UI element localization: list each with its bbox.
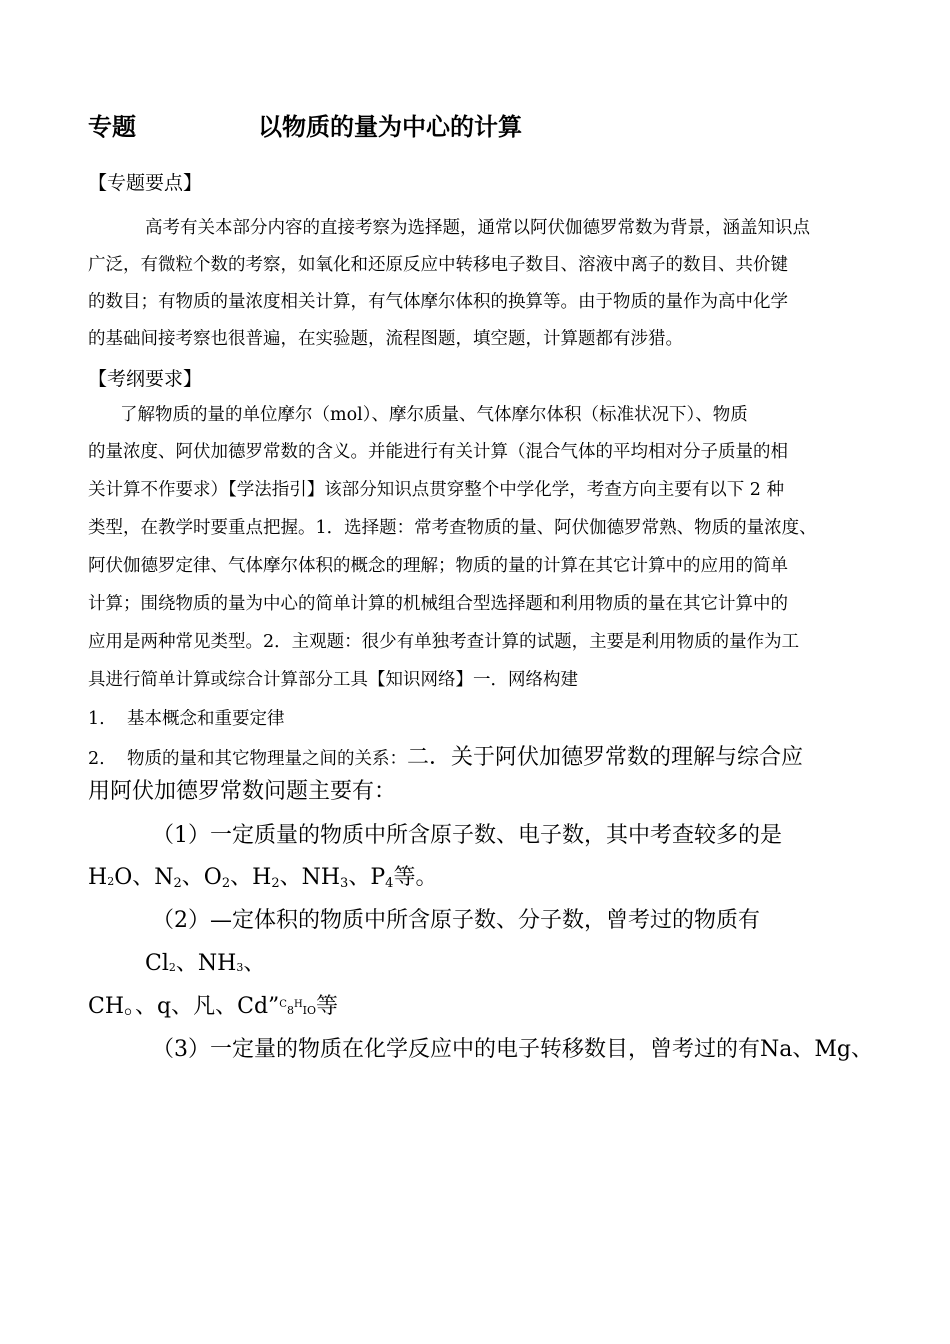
- formula-line: [88, 989, 338, 1020]
- point-3: （3）一定量的物质在化学反应中的电子转移数目，曾考过的有Na、Mg、: [152, 1037, 873, 1062]
- formula-text: H: [252, 865, 272, 890]
- formula-text: P: [370, 865, 386, 890]
- paragraph-line: 类型，在教学时要重点把握。1．选择题：常考查物质的量、阿伏伽德罗常熟、物质的量浓度、: [88, 518, 817, 538]
- formula-line: [145, 946, 265, 977]
- formula-text: 等: [316, 994, 339, 1019]
- formula-text: 。、q、凡、Cd”: [124, 994, 280, 1019]
- formula-text: 、: [181, 865, 204, 890]
- formula-text: 、NH: [175, 951, 237, 976]
- formula-text: 、: [348, 865, 371, 890]
- paragraph-line: 计算；围绕物质的量为中心的简单计算的机械组合型选择题和利用物质的量在其它计算中的: [88, 594, 788, 614]
- formula-text: 、: [230, 865, 253, 890]
- formula-text: O: [203, 865, 222, 890]
- section-heading-syllabus: 【考纲要求】: [88, 368, 203, 390]
- paragraph-line: 应用是两种常见类型。2．主观题：很少有单独考查计算的试题，主要是利用物质的量作为工: [88, 632, 800, 652]
- paragraph-line: 的数目；有物质的量浓度相关计算，有气体摩尔体积的换算等。由于物质的量作为高中化学: [88, 292, 788, 312]
- list-item-text: 2. 物质的量和其它物理量之间的关系：: [88, 749, 407, 769]
- formula-text: NH: [301, 865, 341, 890]
- list-item: 1. 基本概念和重要定律: [88, 709, 285, 729]
- list-item: [88, 740, 803, 771]
- title-prefix: 专题: [88, 113, 136, 141]
- paragraph-line: 广泛，有微粒个数的考察，如氧化和还原反应中转移电子数目、溶液中离子的数目、共价键: [88, 255, 788, 275]
- section-heading-key-points: 【专题要点】: [88, 172, 203, 194]
- formula-text: CH: [88, 994, 125, 1019]
- formula-sub: 2: [107, 875, 115, 888]
- formula-line: [88, 860, 437, 891]
- paragraph-line: 具进行简单计算或综合计算部分工具【知识网络】一．网络构建: [88, 670, 578, 690]
- paragraph-line: 的基础间接考察也很普遍，在实验题，流程图题，填空题，计算题都有涉猎。: [88, 329, 683, 349]
- page-title: 以物质的量为中心的计算: [258, 113, 522, 141]
- formula-text: Cl: [145, 951, 169, 976]
- formula-sub: 2: [221, 876, 231, 891]
- formula-text: O、: [114, 865, 155, 890]
- formula-sup: H: [293, 999, 303, 1010]
- formula-sub: 2: [168, 961, 176, 974]
- paragraph-line: 用阿伏加德罗常数问题主要有：: [88, 779, 397, 804]
- formula-text: 、: [243, 951, 266, 976]
- point-2: （2）—定体积的物质中所含原子数、分子数，曾考过的物质有: [152, 908, 760, 933]
- paragraph-line: 的量浓度、阿伏加德罗常数的含义。并能进行有关计算（混合气体的平均相对分子质量的相: [88, 442, 788, 462]
- paragraph-line: 高考有关本部分内容的直接考察为选择题，通常以阿伏伽德罗常数为背景，涵盖知识点: [145, 218, 810, 238]
- formula-sub: 8: [286, 1004, 294, 1017]
- formula-sub: 4: [385, 876, 394, 891]
- formula-sub: 2: [173, 876, 182, 891]
- formula-text: H: [88, 865, 108, 890]
- paragraph-line: 阿伏伽德罗定律、气体摩尔体积的概念的理解；物质的量的计算在其它计算中的应用的简单: [88, 556, 788, 576]
- point-1: （1）一定质量的物质中所含原子数、电子数，其中考查较多的是: [152, 823, 782, 848]
- formula-text: 、: [279, 865, 302, 890]
- formula-sub: 3: [236, 961, 244, 974]
- formula-sub: IO: [302, 1004, 317, 1017]
- formula-text: 等。: [393, 865, 438, 890]
- formula-text: N: [154, 865, 174, 890]
- list-item-heading: 二．关于阿伏加德罗常数的理解与综合应: [406, 745, 803, 770]
- formula-sup: C: [279, 999, 287, 1010]
- formula-sub: 3: [340, 876, 349, 891]
- paragraph-line: 关计算不作要求）【学法指引】该部分知识点贯穿整个中学化学，考查方向主要有以下 2 种: [88, 480, 785, 500]
- paragraph-line: 了解物质的量的单位摩尔（mol）、摩尔质量、气体摩尔体积（标准状况下）、物质: [120, 405, 748, 425]
- formula-sub: 2: [271, 876, 280, 891]
